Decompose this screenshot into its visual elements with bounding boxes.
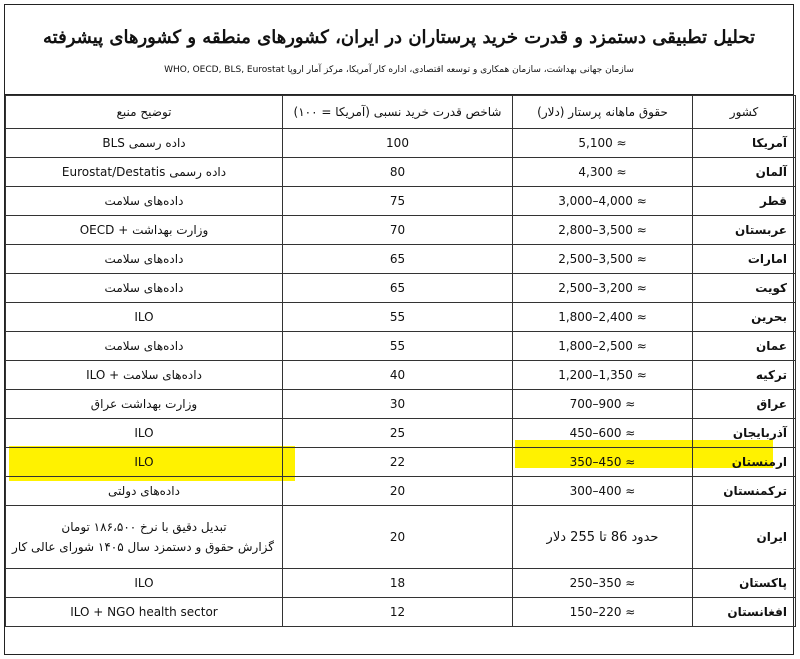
cell-source: داده رسمی BLS — [6, 129, 283, 158]
cell-source: داده‌های سلامت — [6, 187, 283, 216]
cell-country: ارمنستان — [693, 448, 796, 477]
cell-index: 75 — [283, 187, 513, 216]
cell-source: داده‌های سلامت — [6, 332, 283, 361]
cell-salary: 1,800–2,500 ≈ — [513, 332, 693, 361]
cell-salary: 450–600 ≈ — [513, 419, 693, 448]
table-row — [6, 390, 796, 419]
cell-country: پاکستان — [693, 569, 796, 598]
cell-index: 55 — [283, 303, 513, 332]
cell-country: آمریکا — [693, 129, 796, 158]
cell-salary: 2,500–3,200 ≈ — [513, 274, 693, 303]
cell-salary: 150–220 ≈ — [513, 598, 693, 627]
cell-index: 20 — [283, 477, 513, 506]
table-row — [6, 129, 796, 158]
cell-source: داده‌های سلامت — [6, 274, 283, 303]
cell-index: 12 — [283, 598, 513, 627]
cell-index: 40 — [283, 361, 513, 390]
table-row — [6, 569, 796, 598]
cell-country: عمان — [693, 332, 796, 361]
cell-source: داده‌های سلامت — [6, 245, 283, 274]
document-frame — [4, 4, 794, 655]
cell-salary: 4,300 ≈ — [513, 158, 693, 187]
cell-country: آلمان — [693, 158, 796, 187]
table-row — [6, 598, 796, 627]
table-row-iran — [6, 506, 796, 569]
header — [5, 5, 793, 95]
cell-country: ترکیه — [693, 361, 796, 390]
cell-source: ILO — [6, 303, 283, 332]
table-row — [6, 361, 796, 390]
cell-salary: 1,800–2,400 ≈ — [513, 303, 693, 332]
cell-source: داده‌های دولتی — [6, 477, 283, 506]
table-row — [6, 477, 796, 506]
cell-salary: 3,000–4,000 ≈ — [513, 187, 693, 216]
page-title: تحلیل تطبیقی دستمزد و قدرت خرید پرستاران در ایران، کشورهای منطقه و کشورهای پیشرفته — [43, 27, 755, 48]
cell-salary: 2,800–3,500 ≈ — [513, 216, 693, 245]
iran-source-line-1: تبدیل دقیق با نرخ ۱۸۶،۵۰۰ تومان — [61, 520, 227, 534]
column-header-source: توضیح منبع — [6, 96, 283, 129]
cell-country: عراق — [693, 390, 796, 419]
cell-source: داده رسمی Eurostat/Destatis — [6, 158, 283, 187]
data-table — [5, 95, 796, 627]
cell-source: داده‌های سلامت + ILO — [6, 361, 283, 390]
cell-source: ILO — [6, 569, 283, 598]
cell-index: 30 — [283, 390, 513, 419]
cell-index: 100 — [283, 129, 513, 158]
cell-salary: 300–400 ≈ — [513, 477, 693, 506]
cell-salary: 250–350 ≈ — [513, 569, 693, 598]
cell-salary: 1,200–1,350 ≈ — [513, 361, 693, 390]
cell-country: امارات — [693, 245, 796, 274]
table-row — [6, 245, 796, 274]
iran-salary-text: حدود 86 تا 255 دلار — [546, 529, 659, 545]
column-header-index: شاخص قدرت خرید نسبی (آمریکا = ۱۰۰) — [283, 96, 513, 129]
table-row — [6, 419, 796, 448]
cell-salary-iran — [513, 506, 693, 569]
table-row — [6, 332, 796, 361]
table-row — [6, 448, 796, 477]
table-row — [6, 187, 796, 216]
table-row — [6, 303, 796, 332]
table-row — [6, 216, 796, 245]
column-header-country: کشور — [693, 96, 796, 129]
cell-country: آذربایجان — [693, 419, 796, 448]
sources-line: سازمان جهانی بهداشت، سازمان همکاری و توسعه اقتصادی، اداره کار آمریکا، مرکز آمار اروپا WHO, OECD, BLS, Eurostat — [164, 65, 634, 75]
column-header-salary: حقوق ماهانه پرستار (دلار) — [513, 96, 693, 129]
cell-source: وزارت بهداشت + OECD — [6, 216, 283, 245]
iran-source-line-2: گزارش حقوق و دستمزد سال ۱۴۰۵ شورای عالی کار — [12, 540, 274, 554]
table-row — [6, 274, 796, 303]
cell-source: وزارت بهداشت عراق — [6, 390, 283, 419]
cell-source-iran — [6, 506, 283, 569]
table-row — [6, 158, 796, 187]
cell-index: 65 — [283, 274, 513, 303]
cell-salary: 5,100 ≈ — [513, 129, 693, 158]
cell-source: ILO — [6, 419, 283, 448]
cell-country: قطر — [693, 187, 796, 216]
cell-salary: 350–450 ≈ — [513, 448, 693, 477]
cell-index: 80 — [283, 158, 513, 187]
cell-index: 22 — [283, 448, 513, 477]
cell-index: 55 — [283, 332, 513, 361]
cell-country: بحرین — [693, 303, 796, 332]
cell-salary: 2,500–3,500 ≈ — [513, 245, 693, 274]
cell-index: 65 — [283, 245, 513, 274]
cell-source: ILO — [6, 448, 283, 477]
cell-source: ILO + NGO health sector — [6, 598, 283, 627]
cell-index: 70 — [283, 216, 513, 245]
cell-salary: 700–900 ≈ — [513, 390, 693, 419]
cell-country: عربستان — [693, 216, 796, 245]
cell-country: افغانستان — [693, 598, 796, 627]
cell-index: 18 — [283, 569, 513, 598]
cell-country: کویت — [693, 274, 796, 303]
cell-index: 25 — [283, 419, 513, 448]
table-header-row — [6, 96, 796, 129]
cell-country-iran: ایران — [693, 506, 796, 569]
cell-country: ترکمنستان — [693, 477, 796, 506]
cell-index-iran: 20 — [283, 506, 513, 569]
